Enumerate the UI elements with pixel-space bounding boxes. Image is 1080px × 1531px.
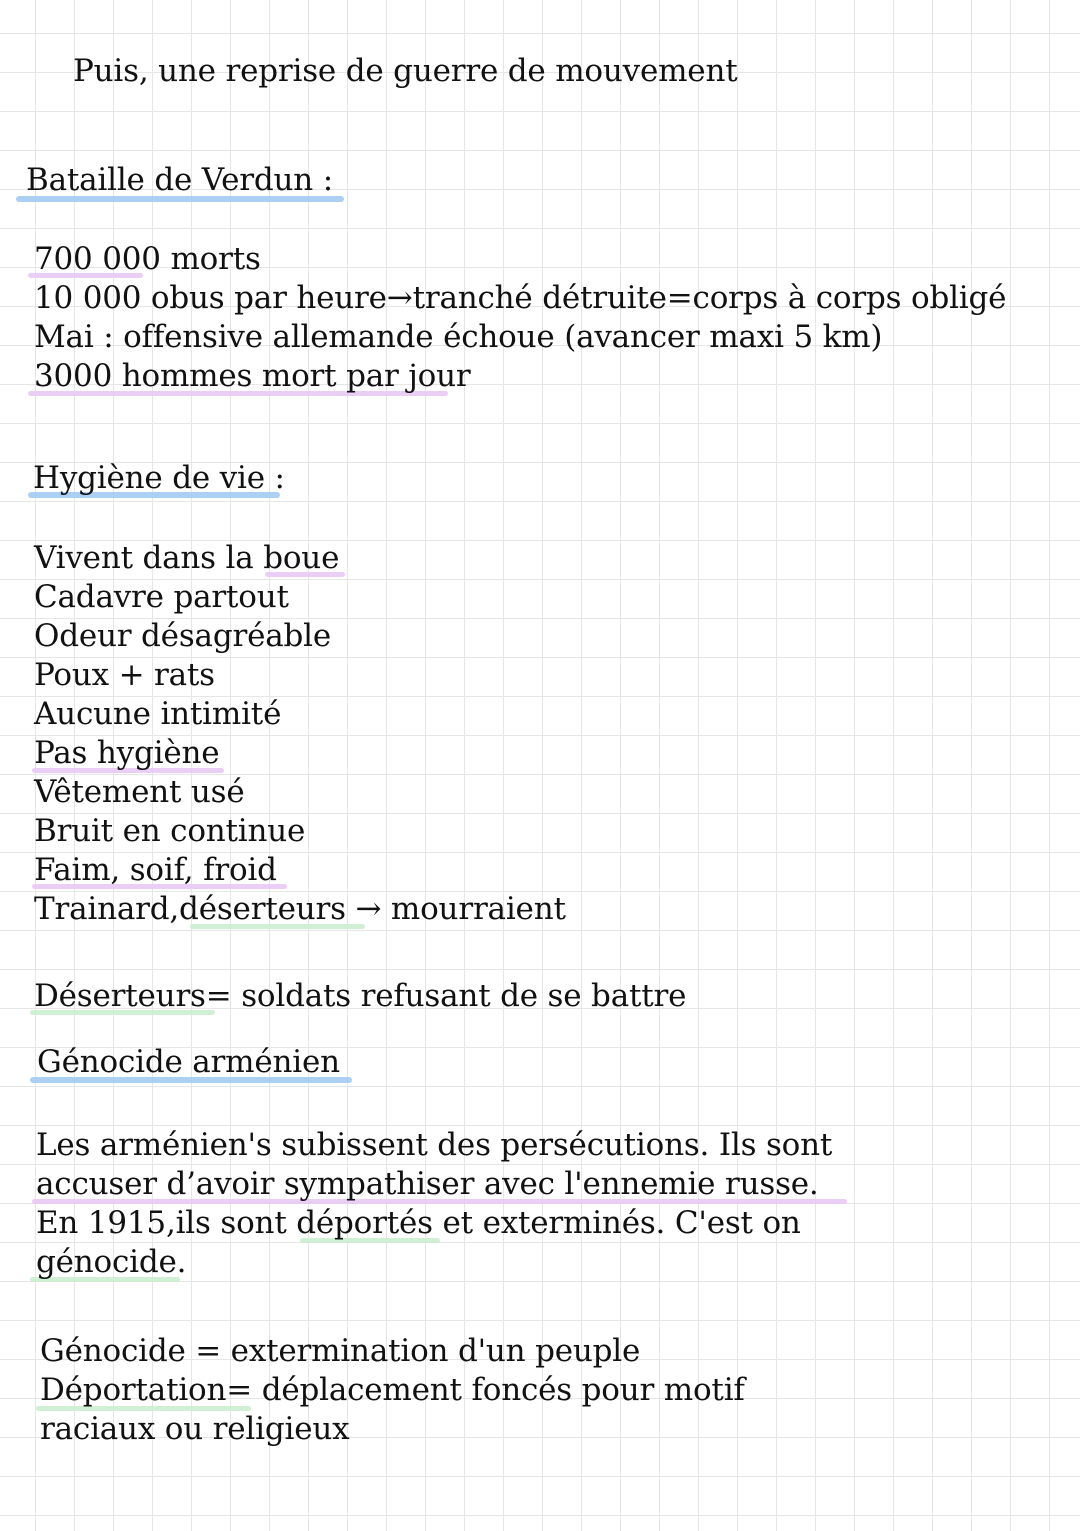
definition-line: Génocide = extermination d'un peuple [40,1333,641,1369]
hygiene-line: Cadavre partout [34,579,289,615]
hygiene-line: Bruit en continue [34,813,306,849]
section-heading-verdun: Bataille de Verdun : [26,162,333,198]
section-heading-genocide: Génocide arménien [37,1044,340,1080]
hygiene-line: Pas hygiène [34,735,220,771]
hygiene-line: Faim, soif, froid [34,852,277,888]
genocide-paragraph-line: accuser d’avoir sympathiser avec l'ennemie russe. [36,1166,819,1202]
hygiene-line: Aucune intimité [34,696,282,732]
definition-line: raciaux ou religieux [40,1411,350,1447]
hygiene-line: Trainard,déserteurs → mourraient [34,891,566,927]
verdun-line: Mai : offensive allemande échoue (avancer maxi 5 km) [34,319,883,355]
hygiene-line: Poux + rats [34,657,215,693]
section-heading-hygiene: Hygiène de vie : [33,460,285,496]
definition-line: Déportation= déplacement foncés pour motif [40,1372,745,1408]
genocide-paragraph-line: Les arménien's subissent des persécutions. Ils sont [36,1127,833,1163]
intro-text: Puis, une reprise de guerre de mouvement [73,53,738,89]
hygiene-line: Odeur désagréable [34,618,332,654]
verdun-line: 10 000 obus par heure→tranché détruite=corps à corps obligé [34,280,1007,316]
verdun-line: 700 000 morts [34,241,261,277]
definition-deserteurs: Déserteurs= soldats refusant de se battre [34,978,687,1014]
genocide-paragraph-line: En 1915,ils sont déportés et exterminés. C'est on [36,1205,801,1241]
hygiene-line: Vivent dans la boue [34,540,340,576]
hygiene-line: Vêtement usé [34,774,245,810]
genocide-paragraph-line: génocide. [36,1244,187,1280]
verdun-line: 3000 hommes mort par jour [34,358,471,394]
